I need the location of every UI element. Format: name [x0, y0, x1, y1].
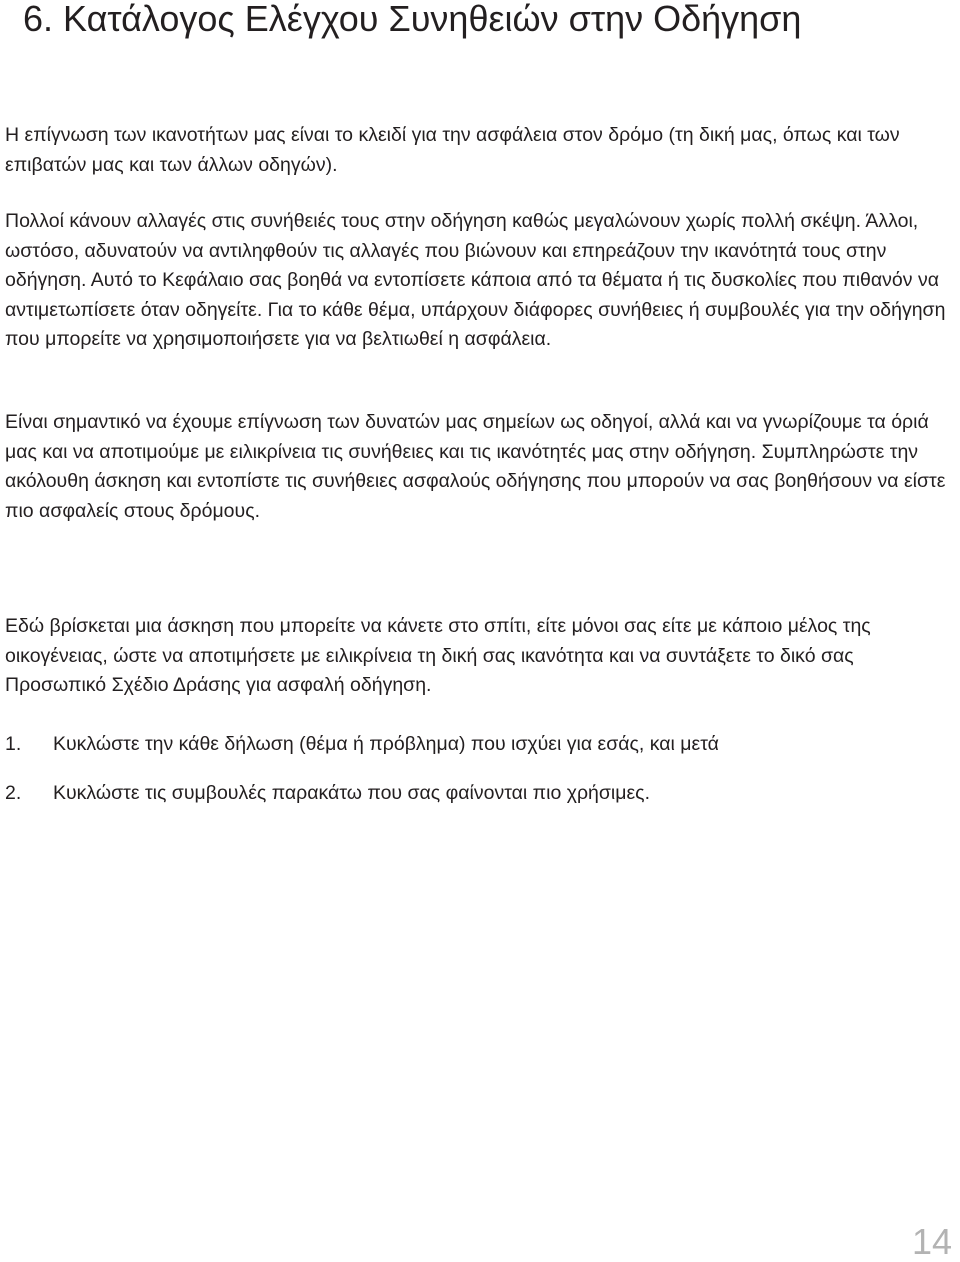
- instruction-step-1: [5, 730, 950, 760]
- step-text: Κυκλώστε τις συμβουλές παρακάτω που σας φαίνονται πιο χρήσιμες.: [53, 782, 650, 804]
- section-heading: 6. Κατάλογος Ελέγχου Συνηθειών στην Οδήγηση: [23, 0, 802, 39]
- awareness-paragraph: Είναι σημαντικό να έχουμε επίγνωση των δυνατών μας σημείων ως οδηγοί, αλλά και να γνωρίζουμε τα όριά μας και να αποτιμούμε με ειλικρίνεια τις συνήθειες και τις ικανότητές μας στην οδήγηση. Συμπληρώστε την ακόλουθη άσκηση και εντοπίστε τις συνήθειες ασφαλούς οδήγησης που μπορούν να σας βοηθήσουν να είστε πιο ασφαλείς στους δρόμους.: [5, 411, 946, 522]
- step-text: Κυκλώστε την κάθε δήλωση (θέμα ή πρόβλημα) που ισχύει για εσάς, και μετά: [53, 733, 719, 755]
- step-number: 2.: [5, 782, 22, 804]
- exercise-paragraph: Εδώ βρίσκεται μια άσκηση που μπορείτε να κάνετε στο σπίτι, είτε μόνοι σας είτε με κάποιο μέλος της οικογένειας, ώστε να αποτιμήσετε με ειλικρίνεια τη δική σας ικανότητα και να συντάξετε το δικό σας Προσωπικό Σχέδιο Δράσης για ασφαλή οδήγηση.: [5, 615, 871, 696]
- step-number: 1.: [5, 733, 22, 755]
- page-number: 14: [911, 1221, 952, 1262]
- instruction-step-2: [5, 779, 950, 809]
- habits-change-paragraph: Πολλοί κάνουν αλλαγές στις συνήθειές τους στην οδήγηση καθώς μεγαλώνουν χωρίς πολλή σκέψη. Άλλοι, ωστόσο, αδυνατούν να αντιληφθούν τις αλλαγές που βιώνουν και επηρεάζουν την ικανότητά τους στην οδήγηση. Αυτό το Κεφάλαιο σας βοηθά να εντοπίσετε κάποια από τα θέματα ή τις δυσκολίες που πιθανόν να αντιμετωπίσετε όταν οδηγείτε. Για το κάθε θέμα, υπάρχουν διάφορες συνήθειες ή συμβουλές για την οδήγηση που μπορείτε να χρησιμοποιήσετε για να βελτιωθεί η ασφάλεια.: [5, 210, 946, 350]
- intro-paragraph: Η επίγνωση των ικανοτήτων μας είναι το κλειδί για την ασφάλεια στον δρόμο (τη δική μας, όπως και των επιβατών μας και των άλλων οδηγών).: [5, 124, 900, 176]
